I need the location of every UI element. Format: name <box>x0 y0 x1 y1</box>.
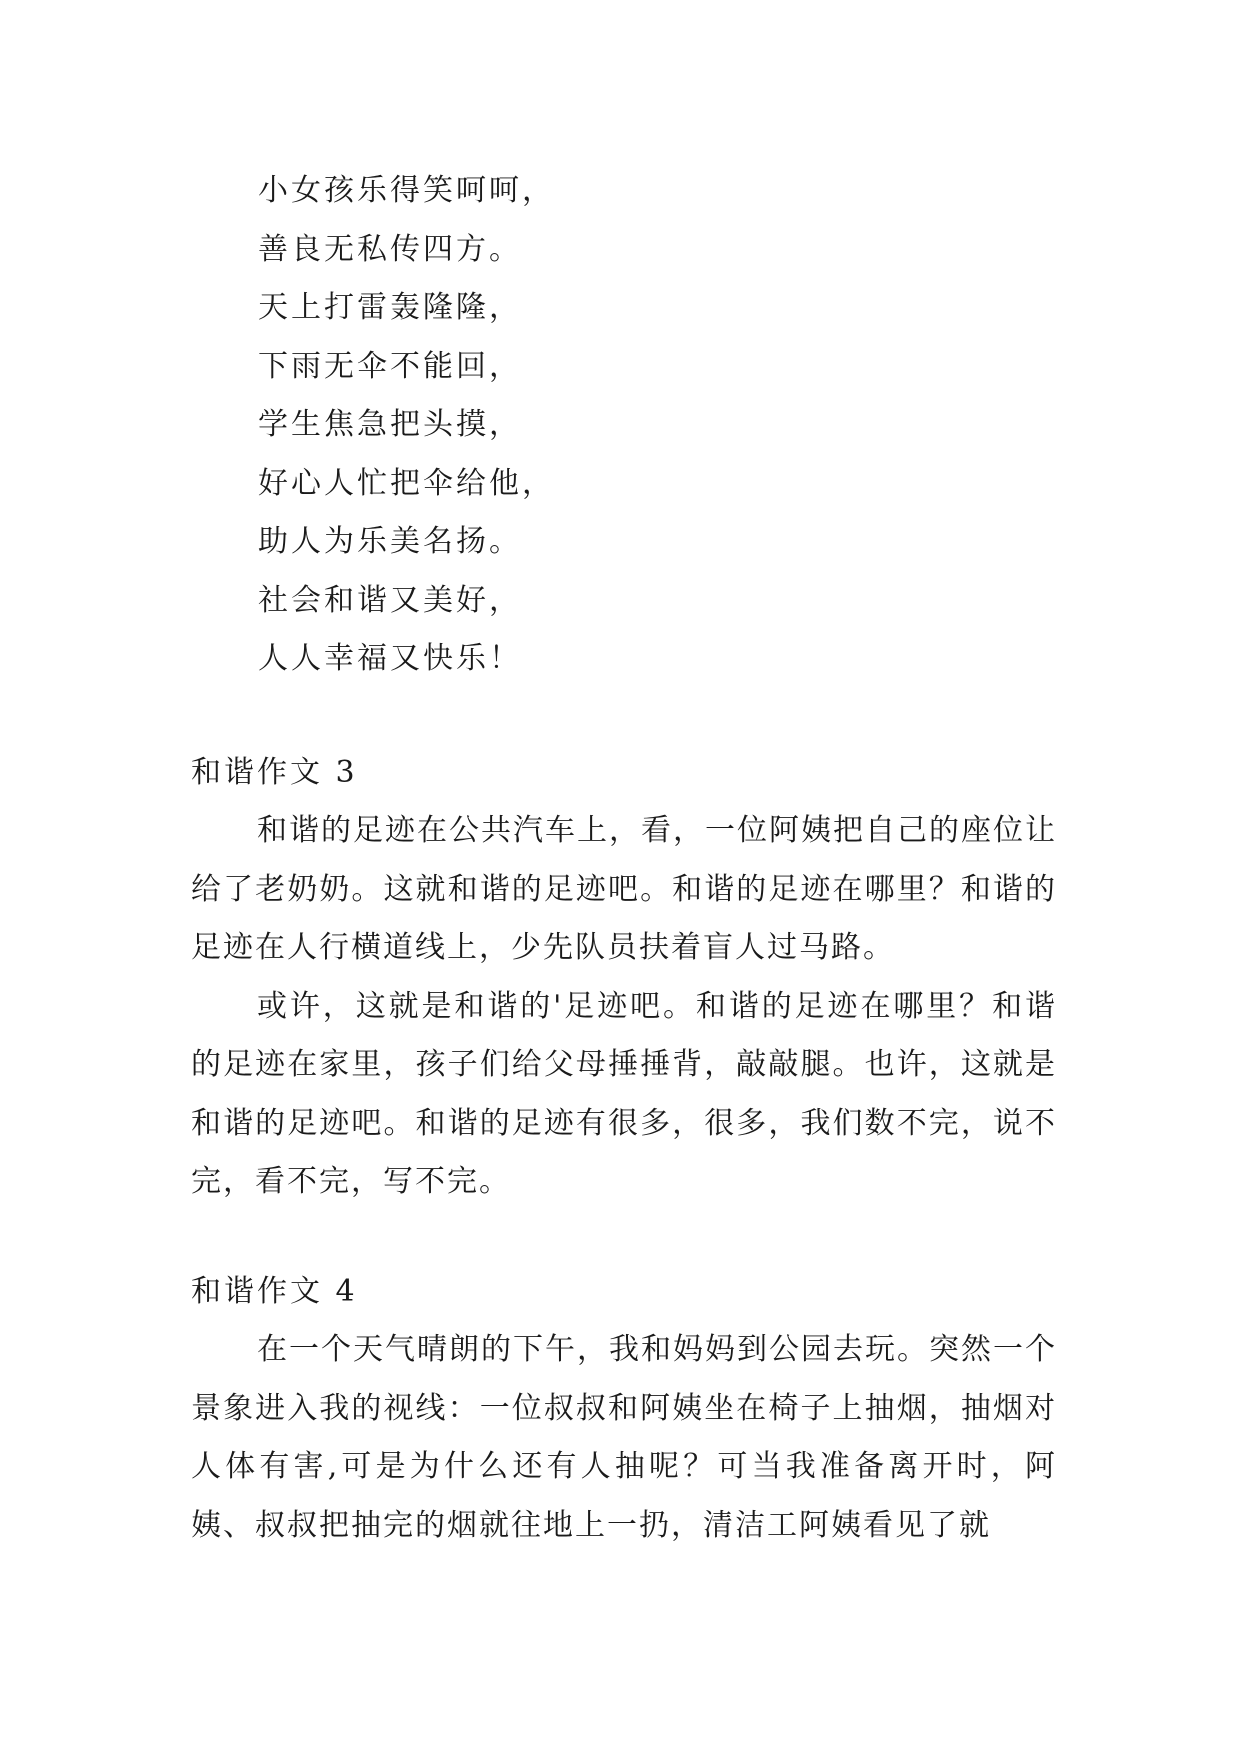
section-title: 和谐作文 3 <box>191 755 358 790</box>
poem-line: 人人幸福又快乐！ <box>258 641 522 676</box>
poem-line: 善良无私传四方。 <box>258 231 522 267</box>
essay-section-3 <box>191 744 1057 1212</box>
paragraph: 和谐的足迹在公共汽车上，看，一位阿姨把自己的座位让给了老奶奶。这就和谐的足迹吧。和谐的足迹在哪里？和谐的足迹在人行横道线上，少先队员扶着盲人过马路。 <box>191 813 1057 965</box>
poem <box>258 162 958 689</box>
essay-section-4 <box>191 1263 1057 1555</box>
poem-line: 好心人忙把伞给他， <box>258 465 555 501</box>
poem-line: 助人为乐美名扬。 <box>258 524 522 559</box>
paragraph: 或许，这就是和谐的'足迹吧。和谐的足迹在哪里？和谐的足迹在家里，孩子们给父母捶捶背，敲敲腿。也许，这就是和谐的足迹吧。和谐的足迹有很多，很多，我们数不完，说不完，看不完，写不完。 <box>191 988 1057 1199</box>
poem-line: 学生焦急把头摸， <box>258 407 522 442</box>
poem-line: 小女孩乐得笑呵呵， <box>258 173 555 208</box>
paragraph: 在一个天气晴朗的下午，我和妈妈到公园去玩。突然一个景象进入我的视线：一位叔叔和阿姨坐在椅子上抽烟，抽烟对人体有害,可是为什么还有人抽呢？可当我准备离开时，阿姨、叔叔把抽完的烟就往地上一扔，清洁工阿姨看见了就 <box>191 1332 1057 1543</box>
section-title: 和谐作文 4 <box>191 1274 358 1309</box>
poem-line: 下雨无伞不能回， <box>258 348 522 384</box>
poem-line: 天上打雷轰隆隆， <box>258 290 522 325</box>
poem-line: 社会和谐又美好， <box>258 582 522 618</box>
